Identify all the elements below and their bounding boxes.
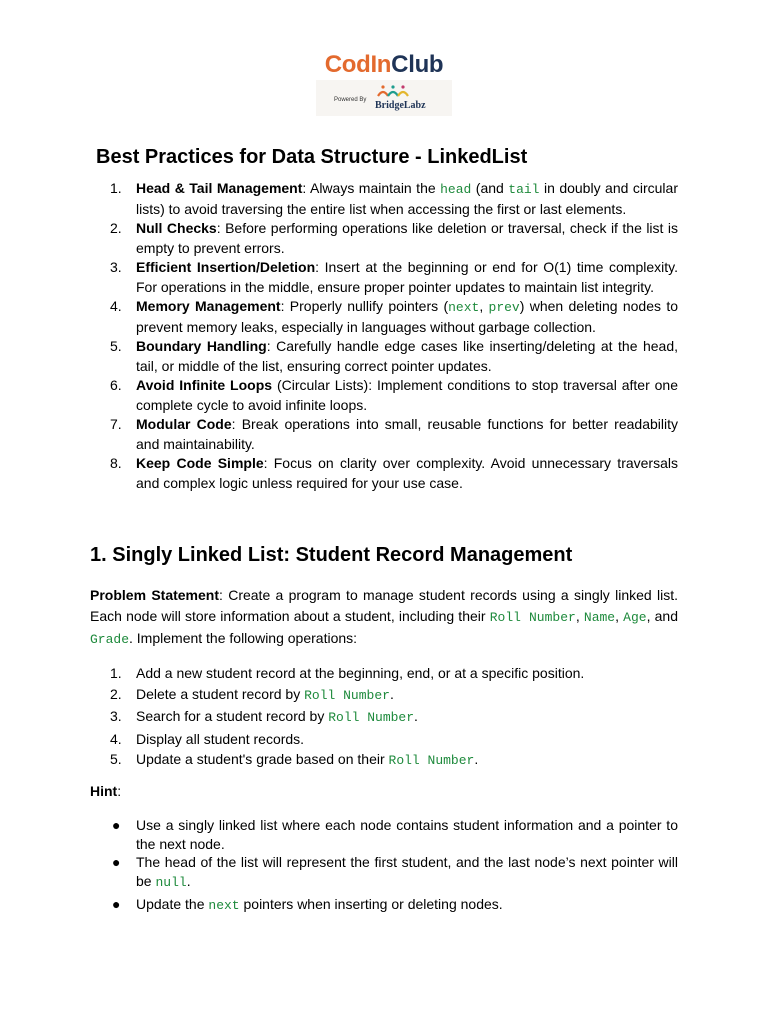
list-item bbox=[110, 706, 678, 729]
codinclub-logo bbox=[0, 50, 768, 116]
powered-by-badge bbox=[316, 80, 452, 116]
code-roll-number: Roll Number bbox=[388, 753, 475, 768]
list-number: 5. bbox=[110, 338, 122, 354]
list-number: 4. bbox=[110, 298, 122, 314]
bullet-icon: ● bbox=[112, 896, 121, 912]
item-text: pointers when inserting or deleting nodes. bbox=[239, 896, 503, 912]
list-number: 8. bbox=[110, 455, 122, 471]
code-prev: prev bbox=[488, 300, 520, 315]
code-age: Age bbox=[623, 609, 647, 625]
item-text: Display all student records. bbox=[136, 730, 305, 747]
code-null: null bbox=[155, 874, 187, 890]
problem-text: : Create a program to manage student records using a singly linked list. Each node will store information about a student, including their bbox=[90, 587, 678, 624]
bridgelabz-icon bbox=[376, 84, 416, 100]
hint-label-line bbox=[90, 781, 678, 802]
item-text: Add a new student record at the beginning, end, or at a specific position. bbox=[136, 665, 585, 681]
problem-text: . Implement the following operations: bbox=[129, 630, 358, 646]
item-text: : Insert at the beginning or end for O(1) time complexity. For operations in the middle, ensure proper pointer updates to maintain list integrity. bbox=[136, 259, 678, 295]
problem-statement bbox=[90, 585, 678, 651]
list-item bbox=[110, 816, 678, 853]
item-text: : Always maintain the bbox=[302, 180, 441, 196]
item-text: : Properly nullify pointers ( bbox=[280, 298, 449, 314]
item-text: : Carefully handle edge cases like inserting/deleting at the head, tail, or middle of the list, ensuring correct pointer updates. bbox=[136, 338, 678, 374]
list-number: 3. bbox=[110, 708, 122, 724]
item-text: Search for a student record by bbox=[136, 708, 329, 724]
list-item bbox=[110, 258, 678, 297]
logo-part-codin: CodIn bbox=[324, 51, 392, 78]
item-text: : Break operations into small, reusable functions for better readability and maintainability. bbox=[136, 416, 678, 452]
problem-text: , bbox=[615, 607, 624, 624]
item-text: Update the bbox=[136, 896, 209, 912]
item-text: . bbox=[186, 872, 191, 889]
item-text: . bbox=[474, 751, 479, 767]
list-number: 2. bbox=[110, 220, 122, 236]
logo-part-club: Club bbox=[391, 51, 444, 78]
item-text: Use a singly linked list where each node contains student information and a pointer to the next node. bbox=[136, 817, 678, 852]
code-grade: Grade bbox=[90, 632, 130, 647]
code-roll-number: Roll Number bbox=[328, 710, 415, 725]
list-number: 1. bbox=[110, 665, 122, 681]
powered-by-text: Powered By bbox=[334, 97, 367, 103]
code-next: next bbox=[448, 300, 480, 315]
item-text: . bbox=[414, 708, 418, 724]
list-number: 1. bbox=[110, 180, 122, 196]
code-head: head bbox=[440, 182, 472, 197]
hint-label: Hint bbox=[90, 783, 118, 799]
item-text: : Focus on clarity over complexity. Avoid unnecessary traversals and complex logic unless required for your use case. bbox=[136, 455, 678, 491]
list-item bbox=[110, 376, 678, 415]
logo-wordmark bbox=[0, 50, 768, 80]
problem-statement-label: Problem Statement bbox=[90, 587, 220, 603]
list-number: 4. bbox=[110, 730, 122, 747]
item-title: Avoid Infinite Loops bbox=[136, 377, 273, 393]
singly-linked-list-heading: 1. Singly Linked List: Student Record Management bbox=[90, 544, 573, 566]
hints-list bbox=[110, 816, 678, 916]
list-item bbox=[110, 415, 678, 454]
problem-text: , and bbox=[646, 607, 678, 624]
item-title: Keep Code Simple bbox=[136, 455, 264, 471]
item-title: Null Checks bbox=[136, 220, 217, 236]
list-number: 6. bbox=[110, 377, 122, 393]
item-text: . bbox=[389, 685, 394, 702]
list-item bbox=[110, 663, 678, 684]
item-title: Memory Management bbox=[136, 298, 281, 314]
list-number: 2. bbox=[110, 685, 122, 702]
list-item bbox=[110, 853, 678, 892]
item-title: Head & Tail Management bbox=[136, 180, 303, 196]
bullet-icon: ● bbox=[112, 817, 121, 833]
item-text: (and bbox=[471, 180, 509, 196]
problem-text: , bbox=[575, 607, 584, 624]
list-item bbox=[110, 684, 678, 707]
item-text: ) when deleting nodes to prevent memory leaks, especially in languages without garbage collection. bbox=[136, 298, 678, 335]
hint-colon: : bbox=[117, 783, 122, 799]
list-number: 3. bbox=[110, 259, 122, 275]
operations-list bbox=[110, 663, 678, 772]
list-number: 7. bbox=[110, 416, 122, 432]
best-practices-heading: Best Practices for Data Structure - LinkedList bbox=[96, 146, 528, 168]
item-text: in doubly and circular lists) to avoid traversing the entire list when accessing the first or last elements. bbox=[136, 180, 678, 217]
list-item bbox=[110, 729, 678, 750]
item-text: , bbox=[479, 298, 489, 314]
code-name: Name bbox=[583, 609, 616, 625]
list-item bbox=[110, 219, 678, 258]
list-item bbox=[110, 179, 678, 219]
list-item bbox=[110, 749, 678, 772]
item-text: : Before performing operations like deletion or traversal, check if the list is empty to prevent errors. bbox=[136, 220, 679, 256]
list-number: 5. bbox=[110, 751, 122, 767]
code-tail: tail bbox=[508, 182, 540, 197]
item-title: Efficient Insertion/Deletion bbox=[136, 259, 316, 275]
bridgelabz-text: BridgeLabz bbox=[375, 100, 426, 111]
list-item bbox=[110, 454, 678, 493]
item-text: Delete a student record by bbox=[136, 685, 305, 702]
best-practices-list bbox=[110, 179, 678, 493]
list-item bbox=[110, 337, 678, 376]
item-text: Update a student's grade based on their bbox=[136, 751, 389, 767]
list-item bbox=[110, 895, 678, 916]
bullet-icon: ● bbox=[112, 854, 121, 870]
item-title: Boundary Handling bbox=[136, 338, 267, 354]
list-item bbox=[110, 297, 678, 337]
code-next: next bbox=[208, 898, 240, 913]
code-roll-number: Roll Number bbox=[304, 687, 390, 703]
code-roll-number: Roll Number bbox=[489, 609, 576, 625]
item-text: (Circular Lists): Implement conditions to stop traversal after one complete cycle to avoid infinite loops. bbox=[136, 377, 679, 413]
item-text: The head of the list will represent the first student, and the last node’s next pointer will be bbox=[136, 854, 678, 889]
item-title: Modular Code bbox=[136, 416, 232, 432]
